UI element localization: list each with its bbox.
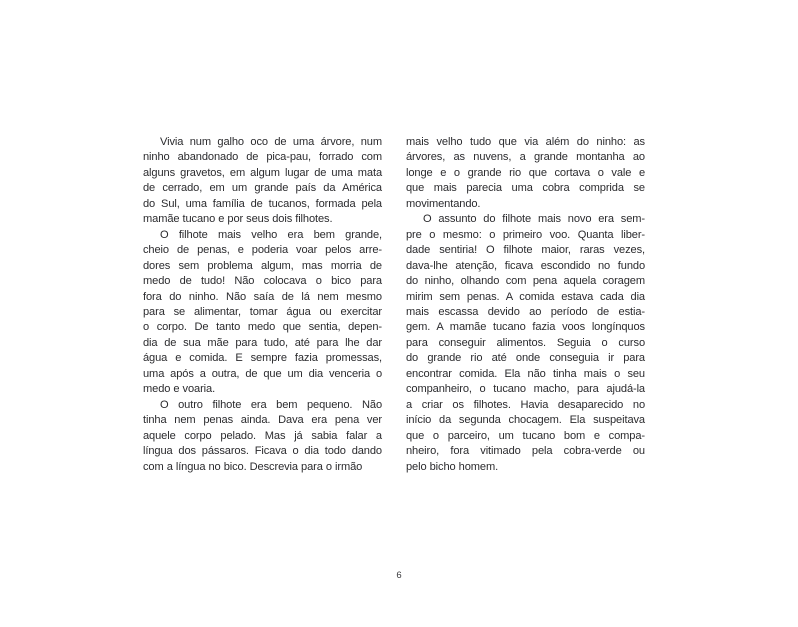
text-line: pre o mesmo: o primeiro voo. Quanta liber- — [406, 228, 645, 241]
text-line: língua dos pássaros. Ficava o dia todo dando — [143, 445, 382, 458]
text-line: dores sem problema algum, mas morria de — [143, 259, 382, 272]
text-line: para se alimentar, tomar água ou exercitar — [143, 305, 382, 318]
text-line: água e comida. E sempre fazia promessas, — [143, 352, 382, 365]
text-line: que mais parecia uma cobra comprida se — [406, 182, 645, 195]
text-line: o corpo. De tanto medo que sentia, depen- — [143, 321, 382, 334]
text-line: O assunto do filhote mais novo era sem- — [423, 213, 645, 226]
text-line: Vivia num galho oco de uma árvore, num — [160, 136, 382, 148]
text-line: gem. A mamãe tucano fazia voos longínquos — [406, 321, 645, 334]
paragraph — [406, 135, 645, 212]
text-line: fora do ninho. Não saía de lá nem mesmo — [143, 290, 382, 303]
text-line: alguns gravetos, em algum lugar de uma mata — [143, 166, 382, 179]
text-line: que o parceiro, um tucano bom e compa- — [406, 429, 645, 442]
paragraph — [143, 135, 382, 228]
left-text-column — [143, 135, 382, 475]
text-line: movimentando. — [406, 197, 481, 210]
text-line: dade sentiria! O filhote maior, raras vezes, — [406, 244, 645, 257]
page-number: 6 — [396, 570, 402, 581]
text-line: pelo bicho homem. — [406, 460, 499, 473]
text-line: O filhote mais velho era bem grande, — [160, 228, 382, 241]
text-line: cheio de penas, e poderia voar pelos arre- — [143, 244, 382, 257]
text-line: dia de sua mãe para tudo, até para lhe dar — [143, 336, 382, 349]
text-line: medo e voaria. — [143, 383, 216, 396]
paragraph — [406, 212, 645, 475]
text-line: mais velho tudo que via além do ninho: as — [406, 136, 645, 148]
text-line: uma após a outra, de que um dia venceria o — [143, 367, 382, 380]
text-line: nheiro, fora vitimado pela cobra-verde ou — [406, 445, 645, 458]
text-line: com a língua no bico. Descrevia para o irmão — [143, 460, 363, 473]
paragraph — [143, 228, 382, 398]
text-line: de cerrado, em um grande país da América — [143, 182, 382, 195]
paragraph — [143, 398, 382, 475]
text-line: para conseguir alimentos. Seguia o curso — [406, 336, 645, 349]
text-line: a criar os filhotes. Havia desaparecido no — [406, 398, 645, 411]
text-line: mais escassa devido ao período de estia- — [406, 305, 645, 318]
text-line: companheiro, o tucano macho, para ajudá-la — [406, 383, 645, 396]
text-line: do grande rio até onde conseguia ir para — [406, 352, 645, 365]
text-line: dava-lhe atenção, ficava escondido no fundo — [406, 259, 645, 272]
text-line: ninho abandonado de pica-pau, forrado com — [143, 151, 382, 164]
text-line: medo de tudo! Não colocava o bico para — [143, 275, 382, 288]
text-line: tinha nem penas ainda. Dava era pena ver — [143, 414, 382, 427]
text-line: O outro filhote era bem pequeno. Não — [160, 398, 382, 411]
text-line: início da segunda chocagem. Ela suspeitava — [406, 414, 645, 427]
text-line: do ninho, olhando com pena aquela coragem — [406, 275, 645, 288]
two-column-text-body — [143, 135, 645, 485]
right-text-column — [406, 135, 645, 475]
text-line: do Sul, uma família de tucanos, formada pela — [143, 197, 382, 210]
text-line: mirim sem penas. A comida estava cada dia — [406, 290, 645, 303]
text-line: aquele corpo pelado. Mas já sabia falar a — [143, 429, 382, 442]
text-line: árvores, as nuvens, a grande montanha ao — [406, 151, 645, 164]
text-line: encontrar comida. Ela não tinha mais o seu — [406, 367, 645, 380]
text-line: mamãe tucano e por seus dois filhotes. — [143, 213, 333, 226]
text-line: longe e o grande rio que cortava o vale e — [406, 166, 645, 179]
